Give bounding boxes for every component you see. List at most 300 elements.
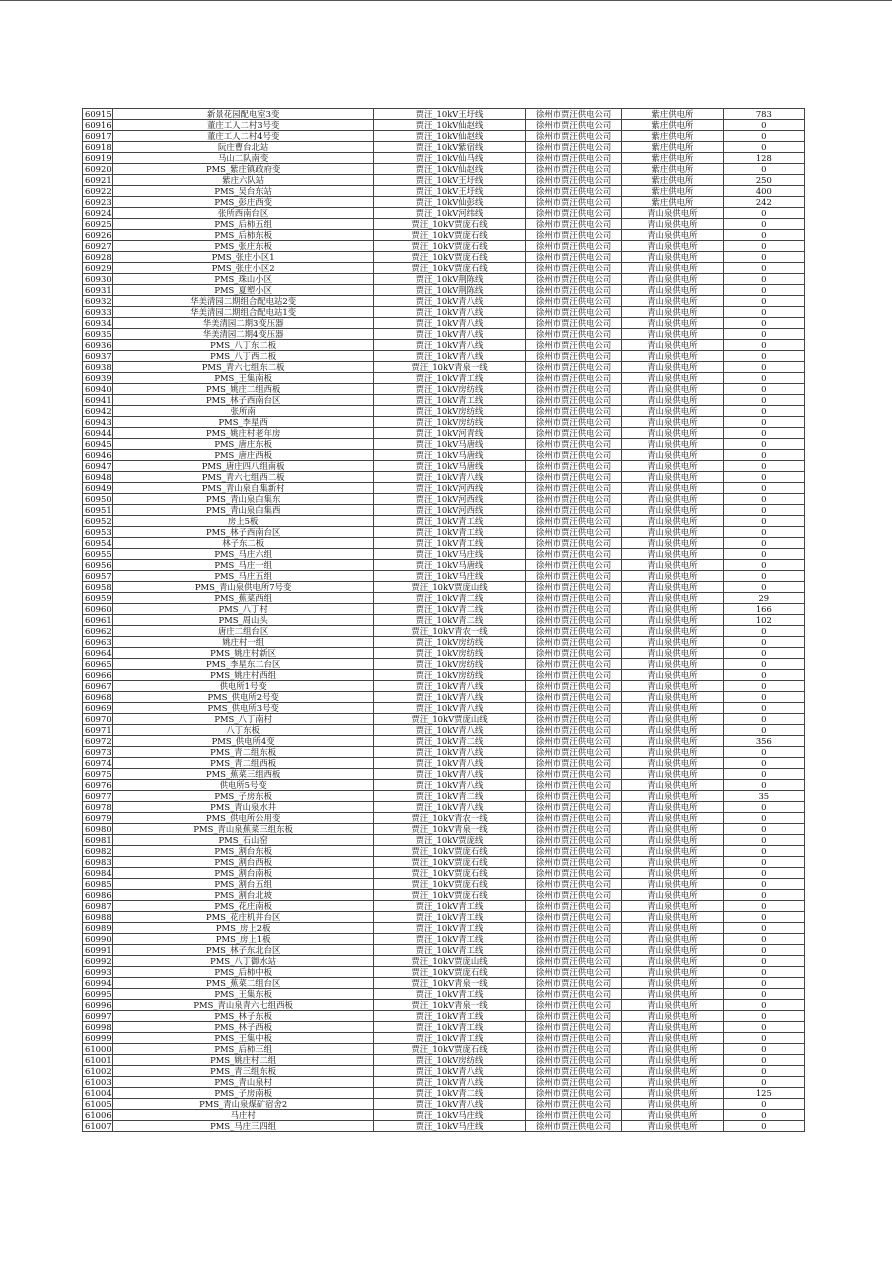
row-id-cell: 60984	[83, 868, 113, 879]
row-id-cell: 60959	[83, 593, 113, 604]
company-cell: 徐州市贾汪供电公司	[525, 1044, 621, 1055]
station-name-cell: PMS_姚庄村老年房	[113, 428, 374, 439]
table-row	[83, 461, 805, 472]
capacity-value-cell: 0	[723, 549, 804, 560]
row-id-cell: 60931	[83, 285, 113, 296]
feeder-line-cell: 贾汪_10kV青农一线	[374, 813, 526, 824]
table-row	[83, 494, 805, 505]
row-id-cell: 60926	[83, 230, 113, 241]
station-name-cell: PMS_王集南板	[113, 373, 374, 384]
supply-station-cell: 青山泉供电所	[622, 494, 723, 505]
supply-station-cell: 青山泉供电所	[622, 274, 723, 285]
table-row	[83, 197, 805, 208]
supply-station-cell: 青山泉供电所	[622, 637, 723, 648]
row-id-cell: 60949	[83, 483, 113, 494]
company-cell: 徐州市贾汪供电公司	[525, 340, 621, 351]
capacity-value-cell: 0	[723, 956, 804, 967]
station-name-cell: 林子东二板	[113, 538, 374, 549]
capacity-value-cell: 0	[723, 329, 804, 340]
row-id-cell: 61000	[83, 1044, 113, 1055]
row-id-cell: 60972	[83, 736, 113, 747]
feeder-line-cell: 贾汪_10kV青八线	[374, 802, 526, 813]
supply-station-cell: 青山泉供电所	[622, 373, 723, 384]
capacity-value-cell: 0	[723, 131, 804, 142]
table-row	[83, 571, 805, 582]
table-row	[83, 1055, 805, 1066]
supply-station-cell: 青山泉供电所	[622, 989, 723, 1000]
supply-station-cell: 青山泉供电所	[622, 681, 723, 692]
feeder-line-cell: 贾汪_10kV青八线	[374, 307, 526, 318]
station-name-cell: PMS_张庄小区1	[113, 252, 374, 263]
supply-station-cell: 青山泉供电所	[622, 626, 723, 637]
feeder-line-cell: 贾汪_10kV房纺线	[374, 406, 526, 417]
station-name-cell: 张所南	[113, 406, 374, 417]
feeder-line-cell: 贾汪_10kV马庄线	[374, 549, 526, 560]
company-cell: 徐州市贾汪供电公司	[525, 747, 621, 758]
table-row	[83, 439, 805, 450]
table-row	[83, 637, 805, 648]
company-cell: 徐州市贾汪供电公司	[525, 615, 621, 626]
company-cell: 徐州市贾汪供电公司	[525, 296, 621, 307]
table-row	[83, 329, 805, 340]
feeder-line-cell: 贾汪_10kV房纺线	[374, 648, 526, 659]
capacity-value-cell: 29	[723, 593, 804, 604]
feeder-line-cell: 贾汪_10kV青工线	[374, 1022, 526, 1033]
row-id-cell: 60988	[83, 912, 113, 923]
supply-station-cell: 青山泉供电所	[622, 923, 723, 934]
row-id-cell: 60954	[83, 538, 113, 549]
table-row	[83, 956, 805, 967]
feeder-line-cell: 贾汪_10kV青八线	[374, 1077, 526, 1088]
feeder-line-cell: 贾汪_10kV青二线	[374, 604, 526, 615]
capacity-value-cell: 0	[723, 824, 804, 835]
capacity-value-cell: 0	[723, 120, 804, 131]
table-row	[83, 351, 805, 362]
company-cell: 徐州市贾汪供电公司	[525, 384, 621, 395]
company-cell: 徐州市贾汪供电公司	[525, 197, 621, 208]
row-id-cell: 60980	[83, 824, 113, 835]
station-name-cell: PMS_后柿五组	[113, 219, 374, 230]
company-cell: 徐州市贾汪供电公司	[525, 1055, 621, 1066]
row-id-cell: 60994	[83, 978, 113, 989]
supply-station-cell: 紫庄供电所	[622, 164, 723, 175]
table-row	[83, 175, 805, 186]
table-row	[83, 923, 805, 934]
capacity-value-cell: 0	[723, 879, 804, 890]
supply-station-cell: 青山泉供电所	[622, 692, 723, 703]
station-name-cell: 供电所5号变	[113, 780, 374, 791]
supply-station-cell: 青山泉供电所	[622, 890, 723, 901]
row-id-cell: 60967	[83, 681, 113, 692]
table-row	[83, 1044, 805, 1055]
feeder-line-cell: 贾汪_10kV青工线	[374, 395, 526, 406]
feeder-line-cell: 贾汪_10kV青工线	[374, 934, 526, 945]
table-row	[83, 307, 805, 318]
station-name-cell: PMS_石山窑	[113, 835, 374, 846]
station-name-cell: 董庄工人二村3号变	[113, 120, 374, 131]
company-cell: 徐州市贾汪供电公司	[525, 164, 621, 175]
supply-station-cell: 青山泉供电所	[622, 241, 723, 252]
capacity-value-cell: 0	[723, 637, 804, 648]
row-id-cell: 60943	[83, 417, 113, 428]
company-cell: 徐州市贾汪供电公司	[525, 956, 621, 967]
station-name-cell: PMS_青二组东板	[113, 747, 374, 758]
feeder-line-cell: 贾汪_10kV青泉一线	[374, 362, 526, 373]
capacity-value-cell: 0	[723, 252, 804, 263]
feeder-line-cell: 贾汪_10kV青八线	[374, 296, 526, 307]
row-id-cell: 60974	[83, 758, 113, 769]
capacity-value-cell: 0	[723, 274, 804, 285]
supply-station-cell: 青山泉供电所	[622, 472, 723, 483]
feeder-line-cell: 贾汪_10kV贾庞线	[374, 835, 526, 846]
capacity-value-cell: 0	[723, 1110, 804, 1121]
company-cell: 徐州市贾汪供电公司	[525, 362, 621, 373]
table-row	[83, 340, 805, 351]
feeder-line-cell: 贾汪_10kV河西线	[374, 483, 526, 494]
table-row	[83, 670, 805, 681]
feeder-line-cell: 贾汪_10kV仙赵线	[374, 164, 526, 175]
company-cell: 徐州市贾汪供电公司	[525, 670, 621, 681]
supply-station-cell: 青山泉供电所	[622, 835, 723, 846]
feeder-line-cell: 贾汪_10kV贾庞石线	[374, 846, 526, 857]
station-name-cell: 唐庄二组台区	[113, 626, 374, 637]
row-id-cell: 60968	[83, 692, 113, 703]
table-row	[83, 296, 805, 307]
feeder-line-cell: 贾汪_10kV贾庞石线	[374, 241, 526, 252]
row-id-cell: 60953	[83, 527, 113, 538]
table-row	[83, 681, 805, 692]
feeder-line-cell: 贾汪_10kV马庄线	[374, 571, 526, 582]
row-id-cell: 60932	[83, 296, 113, 307]
station-name-cell: 张所西南台区	[113, 208, 374, 219]
station-name-cell: PMS_林子西南台区	[113, 395, 374, 406]
table-row	[83, 934, 805, 945]
capacity-value-cell: 0	[723, 901, 804, 912]
row-id-cell: 60923	[83, 197, 113, 208]
station-name-cell: PMS_唐庄西板	[113, 450, 374, 461]
company-cell: 徐州市贾汪供电公司	[525, 483, 621, 494]
feeder-line-cell: 贾汪_10kV河纬线	[374, 208, 526, 219]
table-row	[83, 824, 805, 835]
supply-station-cell: 青山泉供电所	[622, 527, 723, 538]
station-name-cell: PMS_蕉菜三组西板	[113, 769, 374, 780]
station-name-cell: PMS_供电所4变	[113, 736, 374, 747]
table-row	[83, 428, 805, 439]
table-row	[83, 274, 805, 285]
supply-station-cell: 青山泉供电所	[622, 406, 723, 417]
station-name-cell: 华美清园二期3变压器	[113, 318, 374, 329]
company-cell: 徐州市贾汪供电公司	[525, 791, 621, 802]
capacity-value-cell: 0	[723, 571, 804, 582]
company-cell: 徐州市贾汪供电公司	[525, 890, 621, 901]
table-row	[83, 241, 805, 252]
capacity-value-cell: 0	[723, 395, 804, 406]
supply-station-cell: 青山泉供电所	[622, 505, 723, 516]
table-row	[83, 989, 805, 1000]
table-row	[83, 1022, 805, 1033]
feeder-line-cell: 贾汪_10kV青八线	[374, 747, 526, 758]
table-row	[83, 593, 805, 604]
supply-station-cell: 青山泉供电所	[622, 263, 723, 274]
feeder-line-cell: 贾汪_10kV仙赵线	[374, 131, 526, 142]
station-name-cell: PMS_供电所公用变	[113, 813, 374, 824]
feeder-line-cell: 贾汪_10kV马唐线	[374, 560, 526, 571]
feeder-line-cell: 贾汪_10kV青八线	[374, 329, 526, 340]
station-name-cell: PMS_八丁西二板	[113, 351, 374, 362]
capacity-value-cell: 0	[723, 989, 804, 1000]
feeder-line-cell: 贾汪_10kV青工线	[374, 373, 526, 384]
capacity-value-cell: 0	[723, 692, 804, 703]
feeder-line-cell: 贾汪_10kV青二线	[374, 593, 526, 604]
table-row	[83, 967, 805, 978]
row-id-cell: 60975	[83, 769, 113, 780]
feeder-line-cell: 贾汪_10kV河西线	[374, 494, 526, 505]
supply-station-cell: 青山泉供电所	[622, 1077, 723, 1088]
station-name-cell: PMS_珠山小区	[113, 274, 374, 285]
company-cell: 徐州市贾汪供电公司	[525, 1088, 621, 1099]
company-cell: 徐州市贾汪供电公司	[525, 1000, 621, 1011]
supply-station-cell: 青山泉供电所	[622, 802, 723, 813]
company-cell: 徐州市贾汪供电公司	[525, 912, 621, 923]
supply-station-cell: 青山泉供电所	[622, 560, 723, 571]
company-cell: 徐州市贾汪供电公司	[525, 582, 621, 593]
station-name-cell: PMS_姚庄村西组	[113, 670, 374, 681]
row-id-cell: 60917	[83, 131, 113, 142]
company-cell: 徐州市贾汪供电公司	[525, 604, 621, 615]
row-id-cell: 60989	[83, 923, 113, 934]
station-name-cell: 华美清园二期4变压器	[113, 329, 374, 340]
supply-station-cell: 青山泉供电所	[622, 1066, 723, 1077]
supply-station-cell: 青山泉供电所	[622, 945, 723, 956]
table-row	[83, 1077, 805, 1088]
capacity-value-cell: 0	[723, 835, 804, 846]
feeder-line-cell: 贾汪_10kV贾庞石线	[374, 230, 526, 241]
supply-station-cell: 青山泉供电所	[622, 351, 723, 362]
station-name-cell: PMS_花庄机井台区	[113, 912, 374, 923]
row-id-cell: 60960	[83, 604, 113, 615]
feeder-line-cell: 贾汪_10kV青泉一线	[374, 1000, 526, 1011]
table-row	[83, 769, 805, 780]
supply-station-cell: 青山泉供电所	[622, 714, 723, 725]
company-cell: 徐州市贾汪供电公司	[525, 692, 621, 703]
supply-station-cell: 青山泉供电所	[622, 296, 723, 307]
table-row	[83, 659, 805, 670]
capacity-value-cell: 0	[723, 164, 804, 175]
row-id-cell: 60937	[83, 351, 113, 362]
row-id-cell: 60930	[83, 274, 113, 285]
supply-station-cell: 青山泉供电所	[622, 1055, 723, 1066]
capacity-value-cell: 0	[723, 1011, 804, 1022]
feeder-line-cell: 贾汪_10kV青泉一线	[374, 978, 526, 989]
supply-station-cell: 青山泉供电所	[622, 813, 723, 824]
company-cell: 徐州市贾汪供电公司	[525, 967, 621, 978]
capacity-value-cell: 0	[723, 934, 804, 945]
capacity-value-cell: 0	[723, 1077, 804, 1088]
capacity-value-cell: 0	[723, 208, 804, 219]
table-row	[83, 945, 805, 956]
station-name-cell: 华美清园二期组合配电站2变	[113, 296, 374, 307]
company-cell: 徐州市贾汪供电公司	[525, 637, 621, 648]
station-name-cell: PMS_李星东二台区	[113, 659, 374, 670]
station-name-cell: PMS_青山泉自集新村	[113, 483, 374, 494]
feeder-line-cell: 贾汪_10kV青工线	[374, 538, 526, 549]
station-name-cell: 新景花园配电室3变	[113, 109, 374, 120]
company-cell: 徐州市贾汪供电公司	[525, 461, 621, 472]
capacity-value-cell: 0	[723, 703, 804, 714]
station-name-cell: PMS_八丁御水站	[113, 956, 374, 967]
capacity-value-cell: 0	[723, 747, 804, 758]
table-row	[83, 890, 805, 901]
station-name-cell: PMS_马庄三四组	[113, 1121, 374, 1132]
capacity-value-cell: 0	[723, 1044, 804, 1055]
table-row	[83, 230, 805, 241]
station-name-cell: PMS_林子西板	[113, 1022, 374, 1033]
feeder-line-cell: 贾汪_10kV贾庞山线	[374, 582, 526, 593]
table-row	[83, 164, 805, 175]
feeder-line-cell: 贾汪_10kV河青线	[374, 428, 526, 439]
row-id-cell: 61005	[83, 1099, 113, 1110]
supply-station-cell: 青山泉供电所	[622, 1033, 723, 1044]
table-row	[83, 648, 805, 659]
supply-station-cell: 青山泉供电所	[622, 615, 723, 626]
supply-station-cell: 青山泉供电所	[622, 362, 723, 373]
row-id-cell: 60939	[83, 373, 113, 384]
company-cell: 徐州市贾汪供电公司	[525, 318, 621, 329]
supply-station-cell: 青山泉供电所	[622, 450, 723, 461]
supply-station-cell: 青山泉供电所	[622, 538, 723, 549]
table-row	[83, 1121, 805, 1132]
company-cell: 徐州市贾汪供电公司	[525, 560, 621, 571]
capacity-value-cell: 0	[723, 626, 804, 637]
capacity-value-cell: 250	[723, 175, 804, 186]
feeder-line-cell: 贾汪_10kV青二线	[374, 736, 526, 747]
company-cell: 徐州市贾汪供电公司	[525, 538, 621, 549]
station-name-cell: PMS_张庄东板	[113, 241, 374, 252]
row-id-cell: 60929	[83, 263, 113, 274]
row-id-cell: 60915	[83, 109, 113, 120]
company-cell: 徐州市贾汪供电公司	[525, 351, 621, 362]
capacity-value-cell: 0	[723, 802, 804, 813]
company-cell: 徐州市贾汪供电公司	[525, 835, 621, 846]
row-id-cell: 60945	[83, 439, 113, 450]
capacity-value-cell: 0	[723, 351, 804, 362]
feeder-line-cell: 贾汪_10kV房纺线	[374, 637, 526, 648]
row-id-cell: 60927	[83, 241, 113, 252]
station-name-cell: PMS_青山泉白集西	[113, 505, 374, 516]
capacity-value-cell: 0	[723, 296, 804, 307]
station-name-cell: PMS_彭庄西变	[113, 197, 374, 208]
capacity-value-cell: 35	[723, 791, 804, 802]
company-cell: 徐州市贾汪供电公司	[525, 626, 621, 637]
row-id-cell: 60964	[83, 648, 113, 659]
table-row	[83, 626, 805, 637]
feeder-line-cell: 贾汪_10kV青八线	[374, 769, 526, 780]
feeder-line-cell: 贾汪_10kV贾庞石线	[374, 868, 526, 879]
table-row	[83, 527, 805, 538]
feeder-line-cell: 贾汪_10kV青工线	[374, 527, 526, 538]
capacity-value-cell: 0	[723, 362, 804, 373]
company-cell: 徐州市贾汪供电公司	[525, 901, 621, 912]
table-row	[83, 1000, 805, 1011]
supply-station-cell: 青山泉供电所	[622, 549, 723, 560]
table-row	[83, 263, 805, 274]
feeder-line-cell: 贾汪_10kV青工线	[374, 901, 526, 912]
feeder-line-cell: 贾汪_10kV青八线	[374, 703, 526, 714]
table-row	[83, 901, 805, 912]
supply-station-cell: 青山泉供电所	[622, 868, 723, 879]
feeder-line-cell: 贾汪_10kV紫宿线	[374, 142, 526, 153]
company-cell: 徐州市贾汪供电公司	[525, 109, 621, 120]
row-id-cell: 60997	[83, 1011, 113, 1022]
row-id-cell: 60970	[83, 714, 113, 725]
station-name-cell: PMS_青山泉白集东	[113, 494, 374, 505]
capacity-value-cell: 125	[723, 1088, 804, 1099]
capacity-value-cell: 0	[723, 1121, 804, 1132]
capacity-value-cell: 0	[723, 373, 804, 384]
feeder-line-cell: 贾汪_10kV荆陈线	[374, 274, 526, 285]
station-name-cell: PMS_王集中板	[113, 1033, 374, 1044]
supply-station-cell: 青山泉供电所	[622, 857, 723, 868]
feeder-line-cell: 贾汪_10kV青工线	[374, 1033, 526, 1044]
capacity-value-cell: 0	[723, 857, 804, 868]
supply-station-cell: 紫庄供电所	[622, 175, 723, 186]
row-id-cell: 60999	[83, 1033, 113, 1044]
supply-station-cell: 紫庄供电所	[622, 197, 723, 208]
capacity-value-cell: 0	[723, 527, 804, 538]
station-name-cell: PMS_蕉菜二组台区	[113, 978, 374, 989]
row-id-cell: 60998	[83, 1022, 113, 1033]
table-row	[83, 472, 805, 483]
capacity-value-cell: 783	[723, 109, 804, 120]
company-cell: 徐州市贾汪供电公司	[525, 208, 621, 219]
row-id-cell: 61006	[83, 1110, 113, 1121]
supply-station-cell: 青山泉供电所	[622, 593, 723, 604]
company-cell: 徐州市贾汪供电公司	[525, 527, 621, 538]
feeder-line-cell: 贾汪_10kV青工线	[374, 912, 526, 923]
station-name-cell: PMS_花庄南板	[113, 901, 374, 912]
company-cell: 徐州市贾汪供电公司	[525, 406, 621, 417]
capacity-value-cell: 0	[723, 505, 804, 516]
row-id-cell: 60991	[83, 945, 113, 956]
capacity-value-cell: 0	[723, 142, 804, 153]
row-id-cell: 60956	[83, 560, 113, 571]
capacity-value-cell: 0	[723, 406, 804, 417]
supply-station-cell: 青山泉供电所	[622, 846, 723, 857]
capacity-value-cell: 242	[723, 197, 804, 208]
feeder-line-cell: 贾汪_10kV贾庞石线	[374, 1044, 526, 1055]
row-id-cell: 60922	[83, 186, 113, 197]
supply-station-cell: 青山泉供电所	[622, 824, 723, 835]
capacity-value-cell: 0	[723, 538, 804, 549]
station-name-cell: PMS_青三组东板	[113, 1066, 374, 1077]
capacity-value-cell: 0	[723, 945, 804, 956]
table-row	[83, 120, 805, 131]
capacity-value-cell: 0	[723, 670, 804, 681]
feeder-line-cell: 贾汪_10kV马庄线	[374, 1121, 526, 1132]
feeder-line-cell: 贾汪_10kV青八线	[374, 318, 526, 329]
supply-station-cell: 青山泉供电所	[622, 901, 723, 912]
station-name-cell: 马庄村	[113, 1110, 374, 1121]
feeder-line-cell: 贾汪_10kV青二线	[374, 1088, 526, 1099]
table-row	[83, 857, 805, 868]
table-row	[83, 1033, 805, 1044]
station-name-cell: PMS_青六七组西二板	[113, 472, 374, 483]
feeder-line-cell: 贾汪_10kV青二线	[374, 791, 526, 802]
row-id-cell: 60934	[83, 318, 113, 329]
station-name-cell: PMS_青山泉供电所7号变	[113, 582, 374, 593]
capacity-value-cell: 0	[723, 648, 804, 659]
supply-station-cell: 青山泉供电所	[622, 1121, 723, 1132]
